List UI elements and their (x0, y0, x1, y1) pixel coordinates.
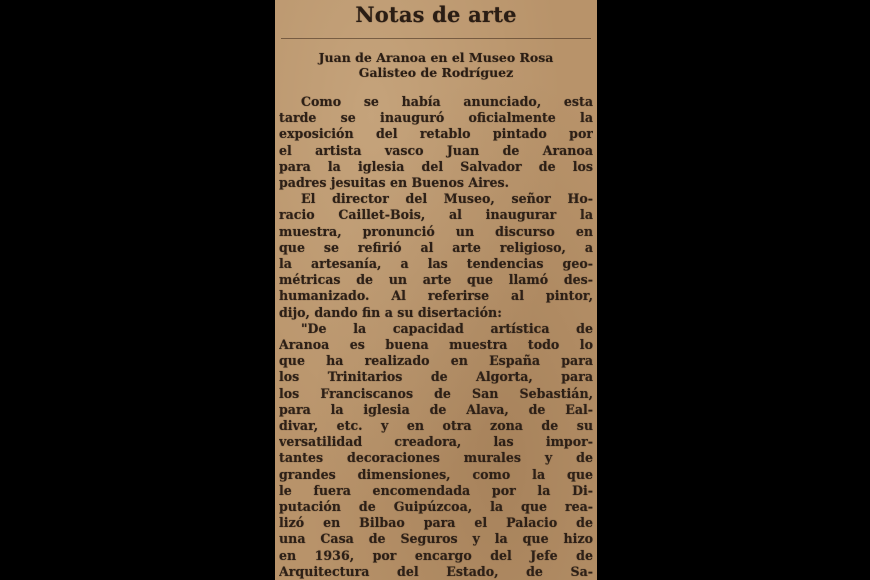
text-line: Aranoa es buena muestra todo lo (279, 337, 593, 353)
text-line: para la iglesia de Alava, de Eal- (279, 401, 593, 417)
text-line: muestra, pronunció un discurso en (279, 223, 593, 239)
text-line: divar, etc. y en otra zona de su (279, 418, 593, 434)
text-line: los Trinitarios de Algorta, para (279, 369, 593, 385)
paragraph (279, 321, 593, 580)
text-line: que se refirió al arte religioso, a (279, 239, 593, 255)
newspaper-clipping (275, 0, 597, 580)
article-body (279, 94, 593, 580)
text-line: versatilidad creadora, las impor- (279, 434, 593, 450)
text-line: tantes decoraciones murales y de (279, 450, 593, 466)
text-line: racio Caillet-Bois, al inaugurar la (279, 207, 593, 223)
text-line: putación de Guipúzcoa, la que rea- (279, 499, 593, 515)
text-line: padres jesuitas en Buenos Aires. (279, 175, 510, 191)
text-line: "De la capacidad artística de (301, 320, 593, 336)
text-line: métricas de un arte que llamó des- (279, 272, 593, 288)
text-line: para la iglesia del Salvador de los (279, 158, 593, 174)
text-line: la artesanía, a las tendencias geo- (279, 256, 593, 272)
column-heading: Notas de arte (355, 2, 517, 27)
heading-divider (281, 38, 591, 39)
text-line: tarde se inauguró oficialmente la (279, 110, 593, 126)
text-line: lizó en Bilbao para el Palacio de (279, 515, 593, 531)
text-line: Como se había anunciado, esta (301, 94, 593, 109)
text-line: en 1936, por encargo del Jefe de (279, 547, 593, 563)
paragraph (279, 191, 593, 321)
text-line: el artista vasco Juan de Aranoa (279, 142, 593, 158)
article-headline (283, 50, 589, 80)
article-headline-line: Juan de Aranoa en el Museo Rosa (318, 50, 554, 65)
article-headline-line: Galisteo de Rodríguez (358, 65, 514, 80)
text-line: una Casa de Seguros y la que hizo (279, 531, 593, 547)
text-line: humanizado. Al referirse al pintor, (279, 288, 593, 304)
text-line: grandes dimensiones, como la que (279, 466, 593, 482)
text-line: dijo, dando fin a su disertación: (279, 304, 502, 320)
text-line: Arquitectura del Estado, de Sa- (279, 563, 593, 579)
text-line: exposición del retablo pintado por (279, 126, 593, 142)
paragraph (279, 94, 593, 191)
text-line: le fuera encomendada por la Di- (279, 482, 593, 498)
text-line: que ha realizado en España para (279, 353, 593, 369)
text-line: los Franciscanos de San Sebastián, (279, 385, 593, 401)
text-line: El director del Museo, señor Ho- (301, 191, 593, 207)
